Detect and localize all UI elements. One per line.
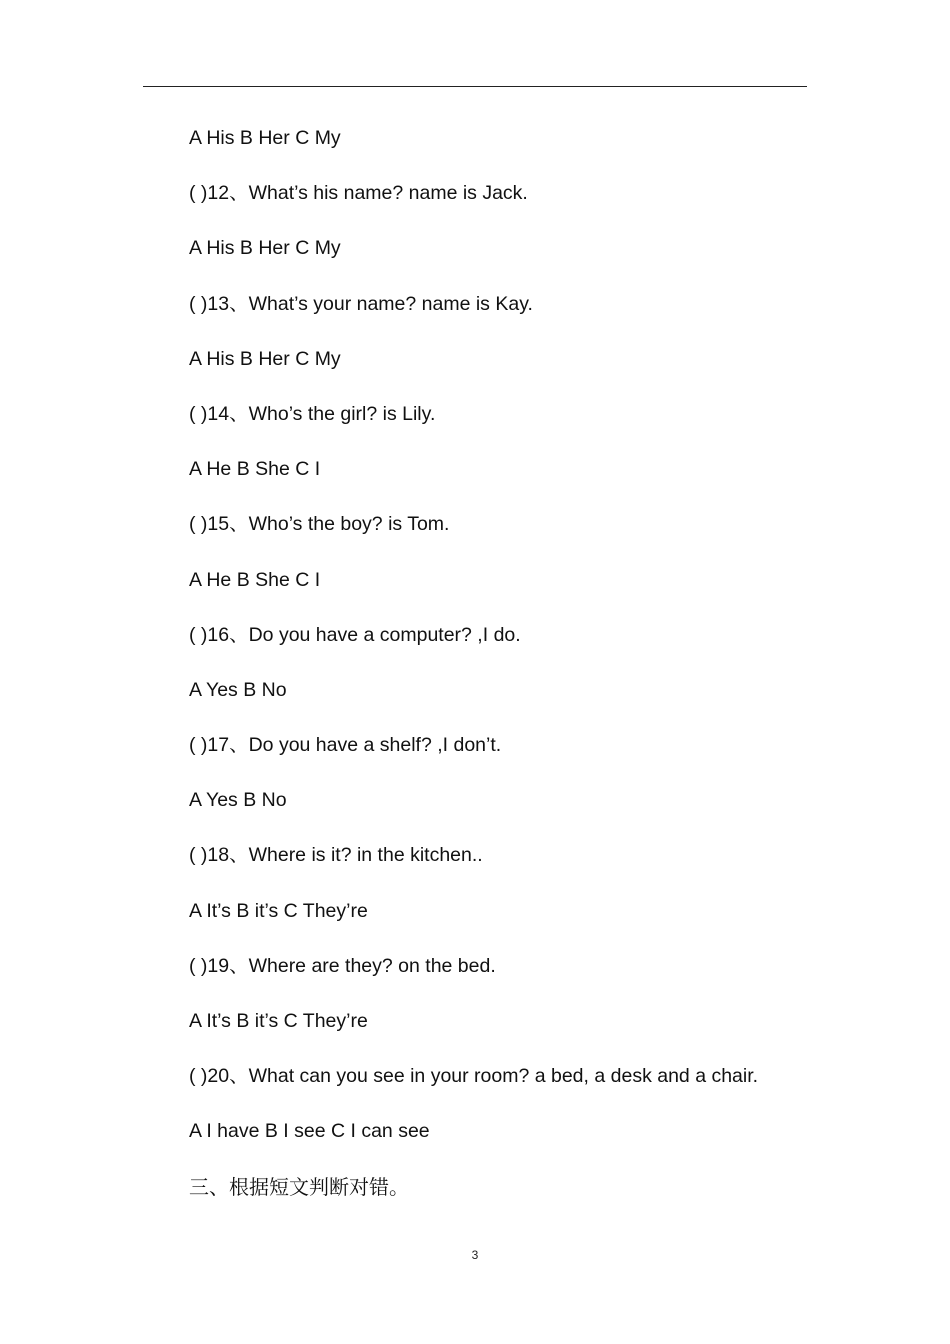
question-17: ( )17、Do you have a shelf? ,I don’t.	[189, 734, 502, 757]
answer-options-17: A Yes B No	[189, 789, 287, 812]
question-13: ( )13、What’s your name? name is Kay.	[189, 292, 533, 315]
answer-options-20: A I have B I see C I can see	[189, 1120, 430, 1143]
answer-options-15: A He B She C I	[189, 568, 321, 591]
question-15: ( )15、Who’s the boy? is Tom.	[189, 513, 450, 536]
section-heading: 三、根据短文判断对错。	[189, 1174, 409, 1199]
question-14: ( )14、Who’s the girl? is Lily.	[189, 402, 436, 425]
question-12: ( )12、What’s his name? name is Jack.	[189, 182, 528, 205]
answer-options-19: A It’s B it’s C They’re	[189, 1010, 368, 1032]
answer-options-11: A His B Her C My	[189, 127, 341, 149]
answer-options-18: A It’s B it’s C They’re	[189, 899, 368, 922]
question-16: ( )16、Do you have a computer? ,I do.	[189, 623, 521, 646]
header-rule	[143, 86, 807, 87]
page-number: 3	[471, 1248, 479, 1262]
question-20: ( )20、What can you see in your room? a bed, a desk and a chair.	[189, 1065, 759, 1088]
answer-options-13: A His B Her C My	[189, 347, 341, 370]
answer-options-14: A He B She C I	[189, 458, 321, 481]
document-body	[189, 111, 829, 1215]
answer-options-12: A His B Her C My	[189, 237, 341, 260]
question-18: ( )18、Where is it? in the kitchen..	[189, 844, 483, 867]
answer-options-16: A Yes B No	[189, 678, 287, 701]
question-19: ( )19、Where are they? on the bed.	[189, 954, 496, 977]
